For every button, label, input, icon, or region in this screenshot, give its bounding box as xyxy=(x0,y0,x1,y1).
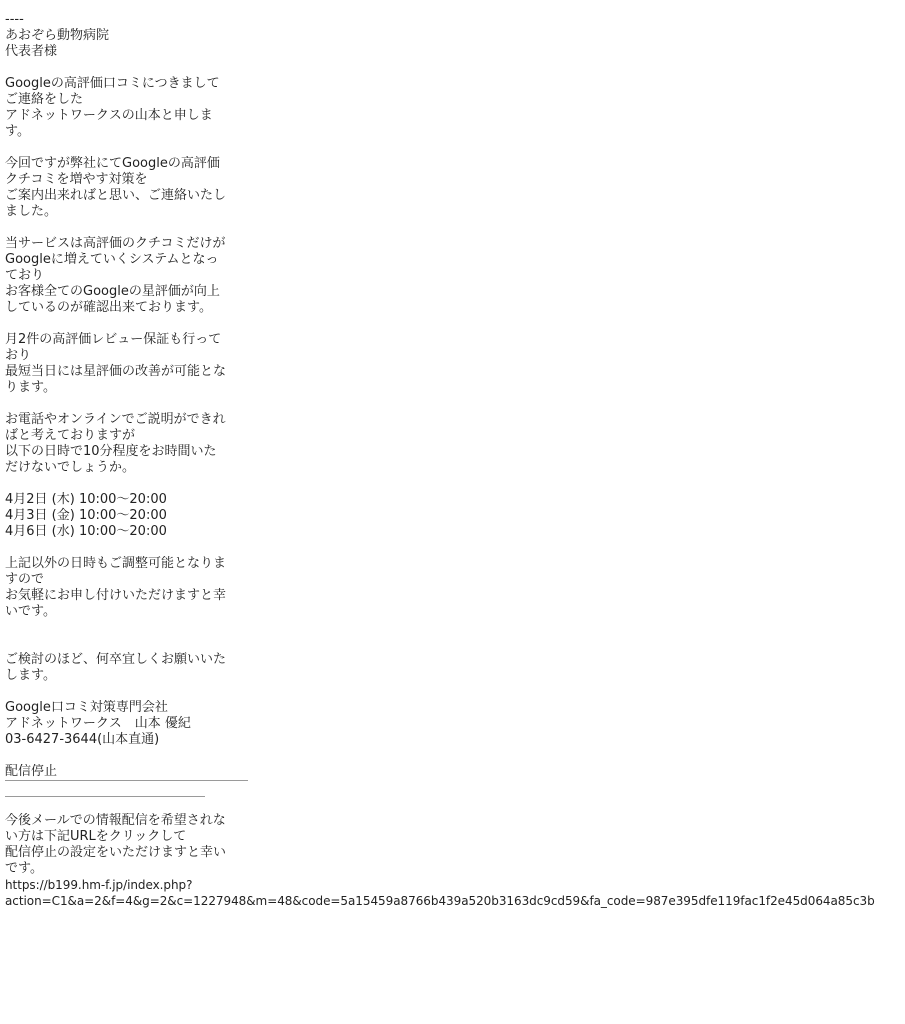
closing-paragraph xyxy=(5,652,251,684)
intro-line: ご連絡をした xyxy=(5,92,84,107)
intro-line: アドネットワークスの山本と申しま xyxy=(5,108,213,123)
service-line: ており xyxy=(5,268,45,283)
email-body xyxy=(5,12,905,909)
unsubscribe-divider xyxy=(5,780,248,781)
request-line: 以下の日時で10分程度をお時間いた xyxy=(5,444,217,459)
adjust-line: 上記以外の日時もご調整可能となりま xyxy=(5,556,227,571)
signature-name: アドネットワークス 山本 優紀 xyxy=(5,716,191,731)
unsubscribe-section xyxy=(5,764,251,797)
separator-text: ---- xyxy=(5,12,24,27)
schedule-item: 4月6日 (水) 10:00～20:00 xyxy=(5,524,167,539)
proposal-line: ご案内出来ればと思い、ご連絡いたし xyxy=(5,188,227,203)
guarantee-line: おり xyxy=(5,348,32,363)
schedule-item: 4月2日 (木) 10:00～20:00 xyxy=(5,492,167,507)
proposal-line: ました。 xyxy=(5,204,58,219)
intro-paragraph xyxy=(5,76,251,140)
url-line[interactable]: action=C1&a=2&f=4&g=2&c=1227948&m=48&code=5a15459a8766b439a520b3163dc9cd59&fa_code=987e395dfe119fac1f2e45d064a85c3b xyxy=(5,894,875,908)
closing-line: します。 xyxy=(5,668,56,683)
request-line: ばと考えておりますが xyxy=(5,428,136,443)
proposal-line: クチコミを増やす対策を xyxy=(5,172,148,187)
optout-url[interactable] xyxy=(5,877,905,909)
adjust-line: お気軽にお申し付けいただけますと幸 xyxy=(5,588,227,603)
service-paragraph xyxy=(5,236,251,316)
signature-company: Google口コミ対策専門会社 xyxy=(5,700,168,715)
optout-line: です。 xyxy=(5,861,43,876)
email-separator xyxy=(5,12,251,28)
adjust-paragraph xyxy=(5,556,251,620)
service-line: お客様全てのGoogleの星評価が向上 xyxy=(5,284,220,299)
service-line: しているのが確認出来ております。 xyxy=(5,300,212,315)
guarantee-line: ります。 xyxy=(5,380,56,395)
optout-line: 配信停止の設定をいただけますと幸い xyxy=(5,845,227,860)
recipient-block xyxy=(5,28,251,60)
optout-paragraph xyxy=(5,813,251,877)
schedule-list xyxy=(5,492,251,540)
url-line[interactable]: https://b199.hm-f.jp/index.php? xyxy=(5,878,193,892)
unsubscribe-link[interactable]: 配信停止 xyxy=(5,764,58,779)
proposal-line: 今回ですが弊社にてGoogleの高評価 xyxy=(5,156,220,171)
request-paragraph xyxy=(5,412,251,476)
guarantee-line: 最短当日には星評価の改善が可能とな xyxy=(5,364,227,379)
intro-line: Googleの高評価口コミにつきまして xyxy=(5,76,220,91)
guarantee-paragraph xyxy=(5,332,251,396)
recipient-title: 代表者様 xyxy=(5,44,58,59)
closing-line: ご検討のほど、何卒宜しくお願いいた xyxy=(5,652,227,667)
signature-block xyxy=(5,700,251,748)
adjust-line: いです。 xyxy=(5,604,56,619)
proposal-paragraph xyxy=(5,156,251,220)
intro-line: す。 xyxy=(5,124,30,139)
optout-line: い方は下記URLをクリックして xyxy=(5,829,187,844)
signature-phone: 03-6427-3644(山本直通) xyxy=(5,732,160,747)
request-line: だけないでしょうか。 xyxy=(5,460,136,475)
schedule-item: 4月3日 (金) 10:00～20:00 xyxy=(5,508,167,523)
service-line: Googleに増えていくシステムとなっ xyxy=(5,252,219,267)
optout-line: 今後メールでの情報配信を希望されな xyxy=(5,813,226,828)
guarantee-line: 月2件の高評価レビュー保証も行って xyxy=(5,332,222,347)
recipient-clinic: あおぞら動物病院 xyxy=(5,28,110,43)
adjust-line: すので xyxy=(5,572,45,587)
service-line: 当サービスは高評価のクチコミだけが xyxy=(5,236,226,251)
request-line: お電話やオンラインでご説明ができれ xyxy=(5,412,226,427)
